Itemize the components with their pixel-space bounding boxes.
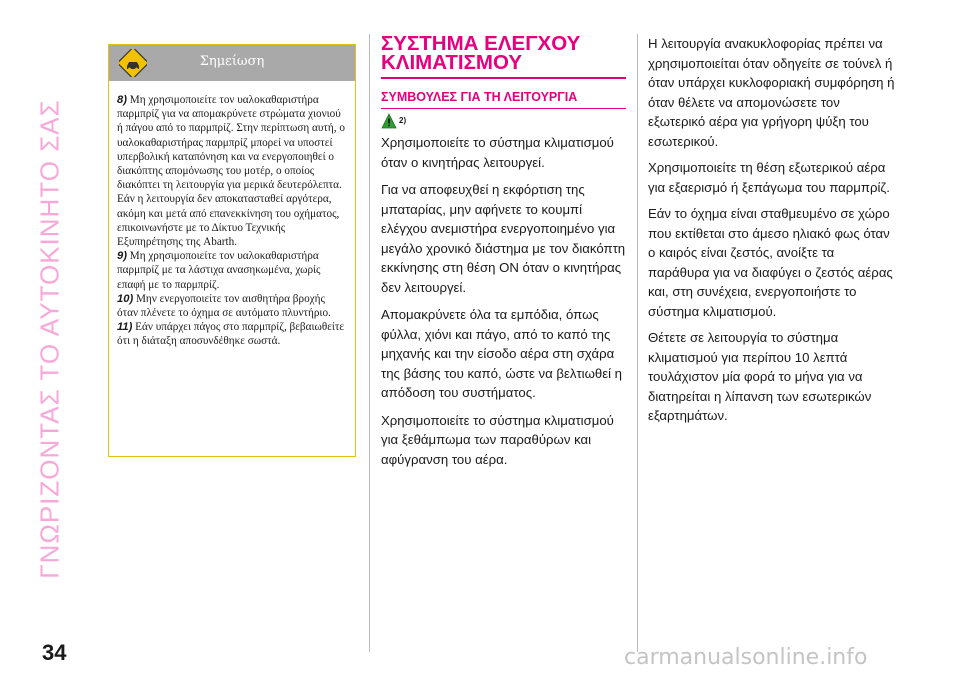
paragraph: Χρησιμοποιείτε τη θέση εξωτερικού αέρα για εξαερισμό ή ξεπάγωμα του παρμπρίζ. bbox=[648, 160, 890, 195]
section-title-line2: ΚΛΙΜΑΤΙΣΜΟΥ bbox=[381, 51, 522, 74]
warning-reference bbox=[381, 113, 626, 133]
note-title: Σημείωση bbox=[199, 54, 265, 69]
note-item bbox=[117, 292, 347, 320]
page-number: 34 bbox=[42, 640, 67, 665]
column-divider bbox=[637, 34, 638, 652]
paragraph: Θέτετε σε λειτουργία το σύστημα κλιματισμού για περίπου 10 λεπτά τουλάχιστον μία φορά το μήνα για να διατηρείται η λίπανση των εσωτερικών εξαρτημάτων. bbox=[648, 330, 872, 423]
note-header bbox=[109, 45, 355, 81]
note-item bbox=[117, 93, 347, 249]
footnote-number: 10) bbox=[117, 292, 134, 305]
section-column-left bbox=[381, 34, 626, 477]
watermark: carmanualsonline.info bbox=[624, 645, 868, 670]
footnote-text: Εάν υπάρχει πάγος στο παρμπρίζ, βεβαιωθείτε ότι η διάταξη αποσυνδέθηκε σωστά. bbox=[117, 321, 345, 348]
heading-underline bbox=[381, 77, 626, 79]
footnote-number: 11) bbox=[117, 321, 133, 334]
footnote-text: Μη χρησιμοποιείτε τον υαλοκαθαριστήρα παρμπρίζ με τα λάστιχα ανασηκωμένα, χωρίς επαφή με το παρμπρίζ. bbox=[117, 250, 321, 291]
warning-ref-number: 2) bbox=[399, 116, 407, 125]
subheading-underline bbox=[381, 108, 626, 109]
paragraph: Εάν το όχημα είναι σταθμευμένο σε χώρο που εκτίθεται στο άμεσο ηλιακό φως όταν ο καιρός είναι ζεστός, ανοίξτε τα παράθυρα για να διαφύγει ο ζεστός αέρας και, στη συνέχεια, ενεργοποιήστε το σύστημα κλιματισμού. bbox=[648, 206, 893, 319]
footnote-number: 9) bbox=[117, 250, 127, 263]
paragraph: Για να αποφευχθεί η εκφόρτιση της μπαταρίας, μην αφήνετε το κουμπί ελέγχου ανεμιστήρα ενεργοποιημένο για μεγάλο χρονικό διάστημα με τον διακόπτη εκκίνησης στη θέση ON όταν ο κινητήρας δεν λειτουργεί. bbox=[381, 182, 626, 295]
side-chapter-title: ΓΝΩΡΙΖΟΝΤΑΣ ΤΟ ΑΥΤΟΚΙΝΗΤΟ ΣΑΣ bbox=[34, 99, 65, 579]
footnote-text: Μη χρησιμοποιείτε τον υαλοκαθαριστήρα παρμπρίζ για να απομακρύνετε στρώματα χιονιού ή πάγου από το παρμπρίζ. Στην περίπτωση αυτή, ο υαλοκαθαριστήρας παρμπρίζ μπορεί να υποστεί υπερβολική καταπόνηση και να ενεργοποιηθεί ο διακόπτης απομόνωσης του μοτέρ, ο οποίος διακόπτει τη λειτουργία για μερικά δευτερόλεπτα. Εάν η λειτουργία δεν αποκατασταθεί αργότερα, ακόμη και μετά από επανεκκίνηση του οχήματος, επικοινωνήστε με το Δίκτυο Τεχνικής Εξυπηρέτησης της Abarth. bbox=[117, 94, 345, 249]
footnote-text: Μην ενεργοποιείτε τον αισθητήρα βροχής όταν πλένετε το όχημα σε αυτόματο πλυντήριο. bbox=[117, 292, 331, 320]
section-subtitle: ΣΥΜΒΟΥΛΕΣ ΓΙΑ ΤΗ ΛΕΙΤΟΥΡΓΙΑ bbox=[381, 90, 578, 104]
paragraph: Η λειτουργία ανακυκλοφορίας πρέπει να χρησιμοποιείται όταν οδηγείτε σε τούνελ ή όταν υπάρχει κυκλοφοριακή συμφόρηση ή όταν θέλετε να απομονώσετε τον εξωτερικό αέρα για γρήγορη ψύξη του εσωτερικού. bbox=[648, 36, 895, 149]
section-column-right bbox=[648, 34, 898, 433]
note-body bbox=[109, 81, 355, 349]
paragraph: Χρησιμοποιείτε το σύστημα κλιματισμού για ξεθάμπωμα των παραθύρων και αφύγρανση του αέρα. bbox=[381, 412, 614, 467]
footnote-number: 8) bbox=[117, 94, 127, 106]
note-item bbox=[117, 320, 347, 348]
paragraph: Απομακρύνετε όλα τα εμπόδια, όπως φύλλα, χιόνι και πάγο, από το καπό της μηχανής και την είσοδο αέρα στη σχάρα της βάσης του καπό, ώστε να βελτιωθεί η απόδοση του συστήματος. bbox=[381, 307, 623, 400]
note-box bbox=[108, 44, 356, 457]
note-item bbox=[117, 249, 347, 292]
paragraph: Χρησιμοποιείτε το σύστημα κλιματισμού όταν ο κινητήρας λειτουργεί. bbox=[381, 135, 614, 170]
column-divider bbox=[369, 34, 370, 652]
section-title-line1: ΣΥΣΤΗΜΑ ΕΛΕΓΧΟΥ bbox=[381, 32, 581, 55]
warning-triangle-icon bbox=[381, 113, 397, 129]
